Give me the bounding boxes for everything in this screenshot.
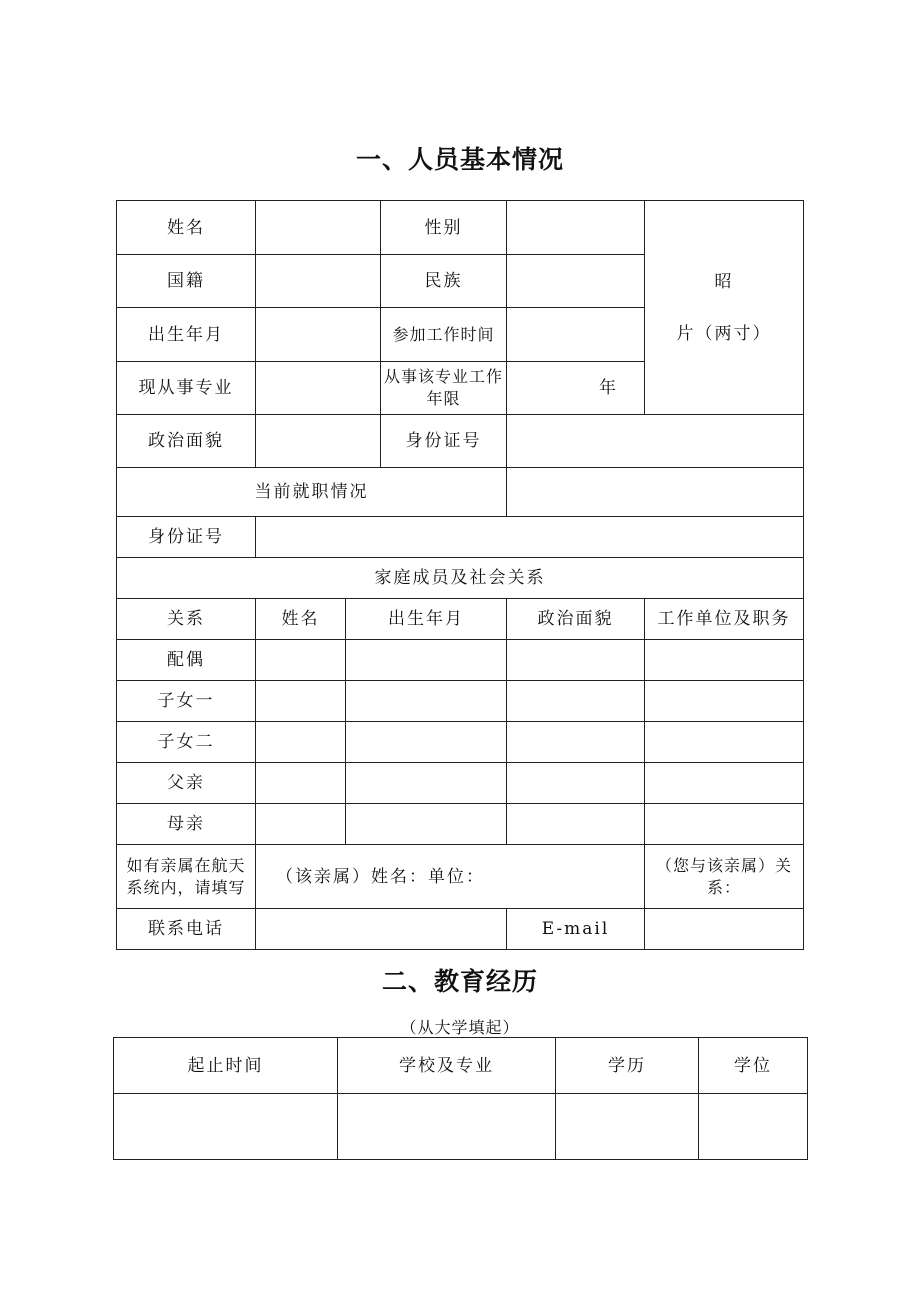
family-row-father [117,763,804,804]
photo-label-line2: 片（两寸） [676,323,772,344]
family-row-mother [117,804,804,845]
edu-period-cell[interactable] [114,1094,338,1160]
idcard-label: 身份证号 [381,415,507,468]
current-job-label: 当前就职情况 [117,468,507,517]
family-work-cell[interactable] [645,640,804,681]
family-name-cell[interactable] [256,763,346,804]
idcard2-label: 身份证号 [117,517,256,558]
political-field[interactable] [256,415,381,468]
section1-title: 一、人员基本情况 [355,145,564,174]
photo-box[interactable] [645,201,804,415]
ethnicity-label: 民族 [381,255,507,308]
nationality-label: 国籍 [117,255,256,308]
edu-col-degree-level: 学历 [556,1038,699,1094]
relative-name-unit-field[interactable] [256,845,645,909]
family-name-cell[interactable] [256,722,346,763]
education-note: （从大学填起） [400,1018,520,1037]
photo-label-line1: 昭 [714,271,734,292]
edu-col-period: 起止时间 [114,1038,338,1094]
family-birth-cell[interactable] [346,640,507,681]
email-label: E-mail [507,909,645,950]
idcard2-field[interactable] [256,517,804,558]
family-header: 家庭成员及社会关系 [117,558,804,599]
family-name-cell[interactable] [256,681,346,722]
family-birth-cell[interactable] [346,763,507,804]
family-col-birth: 出生年月 [346,599,507,640]
family-work-cell[interactable] [645,804,804,845]
family-row-spouse [117,640,804,681]
birth-field[interactable] [256,308,381,362]
email-field[interactable] [645,909,804,950]
family-political-cell[interactable] [507,763,645,804]
family-work-cell[interactable] [645,763,804,804]
family-col-relation: 关系 [117,599,256,640]
family-birth-cell[interactable] [346,722,507,763]
major-field[interactable] [256,362,381,415]
family-relation-cell: 子女二 [117,722,256,763]
family-name-cell[interactable] [256,804,346,845]
phone-field[interactable] [256,909,507,950]
name-label: 姓名 [117,201,256,255]
edu-col-degree: 学位 [699,1038,808,1094]
phone-label: 联系电话 [117,909,256,950]
family-relation-cell: 配偶 [117,640,256,681]
family-relation-cell: 父亲 [117,763,256,804]
education-table [113,1037,808,1160]
nationality-field[interactable] [256,255,381,308]
basic-info-table [116,200,804,950]
major-label: 现从事专业 [117,362,256,415]
family-col-work: 工作单位及职务 [645,599,804,640]
years-unit: 年 [599,378,618,398]
family-birth-cell[interactable] [346,804,507,845]
edu-col-school: 学校及专业 [338,1038,556,1094]
work-start-label: 参加工作时间 [381,308,507,362]
family-name-cell[interactable] [256,640,346,681]
edu-degree-level-cell[interactable] [556,1094,699,1160]
family-political-cell[interactable] [507,722,645,763]
edu-row [114,1094,808,1160]
edu-degree-cell[interactable] [699,1094,808,1160]
relative-name-unit-label: （该亲属）姓名：单位： [276,866,485,887]
family-work-cell[interactable] [645,722,804,763]
political-label: 政治面貌 [117,415,256,468]
years-label: 从事该专业工作年限 [381,362,507,415]
edu-school-cell[interactable] [338,1094,556,1160]
family-col-political: 政治面貌 [507,599,645,640]
family-work-cell[interactable] [645,681,804,722]
family-birth-cell[interactable] [346,681,507,722]
relative-relation-field[interactable] [645,845,804,909]
family-row-child2 [117,722,804,763]
current-job-field[interactable] [507,468,804,517]
gender-field[interactable] [507,201,645,255]
section2-title: 二、教育经历 [381,967,538,996]
family-col-name: 姓名 [256,599,346,640]
idcard-field[interactable] [507,415,804,468]
family-political-cell[interactable] [507,681,645,722]
years-field[interactable] [507,362,645,415]
relative-label: 如有亲属在航天系统内，请填写 [117,845,256,909]
birth-label: 出生年月 [117,308,256,362]
work-start-field[interactable] [507,308,645,362]
gender-label: 性别 [381,201,507,255]
family-row-child1 [117,681,804,722]
family-relation-cell: 子女一 [117,681,256,722]
ethnicity-field[interactable] [507,255,645,308]
name-field[interactable] [256,201,381,255]
family-relation-cell: 母亲 [117,804,256,845]
family-political-cell[interactable] [507,640,645,681]
family-political-cell[interactable] [507,804,645,845]
relative-relation-label: （您与该亲属）关系： [655,855,792,897]
